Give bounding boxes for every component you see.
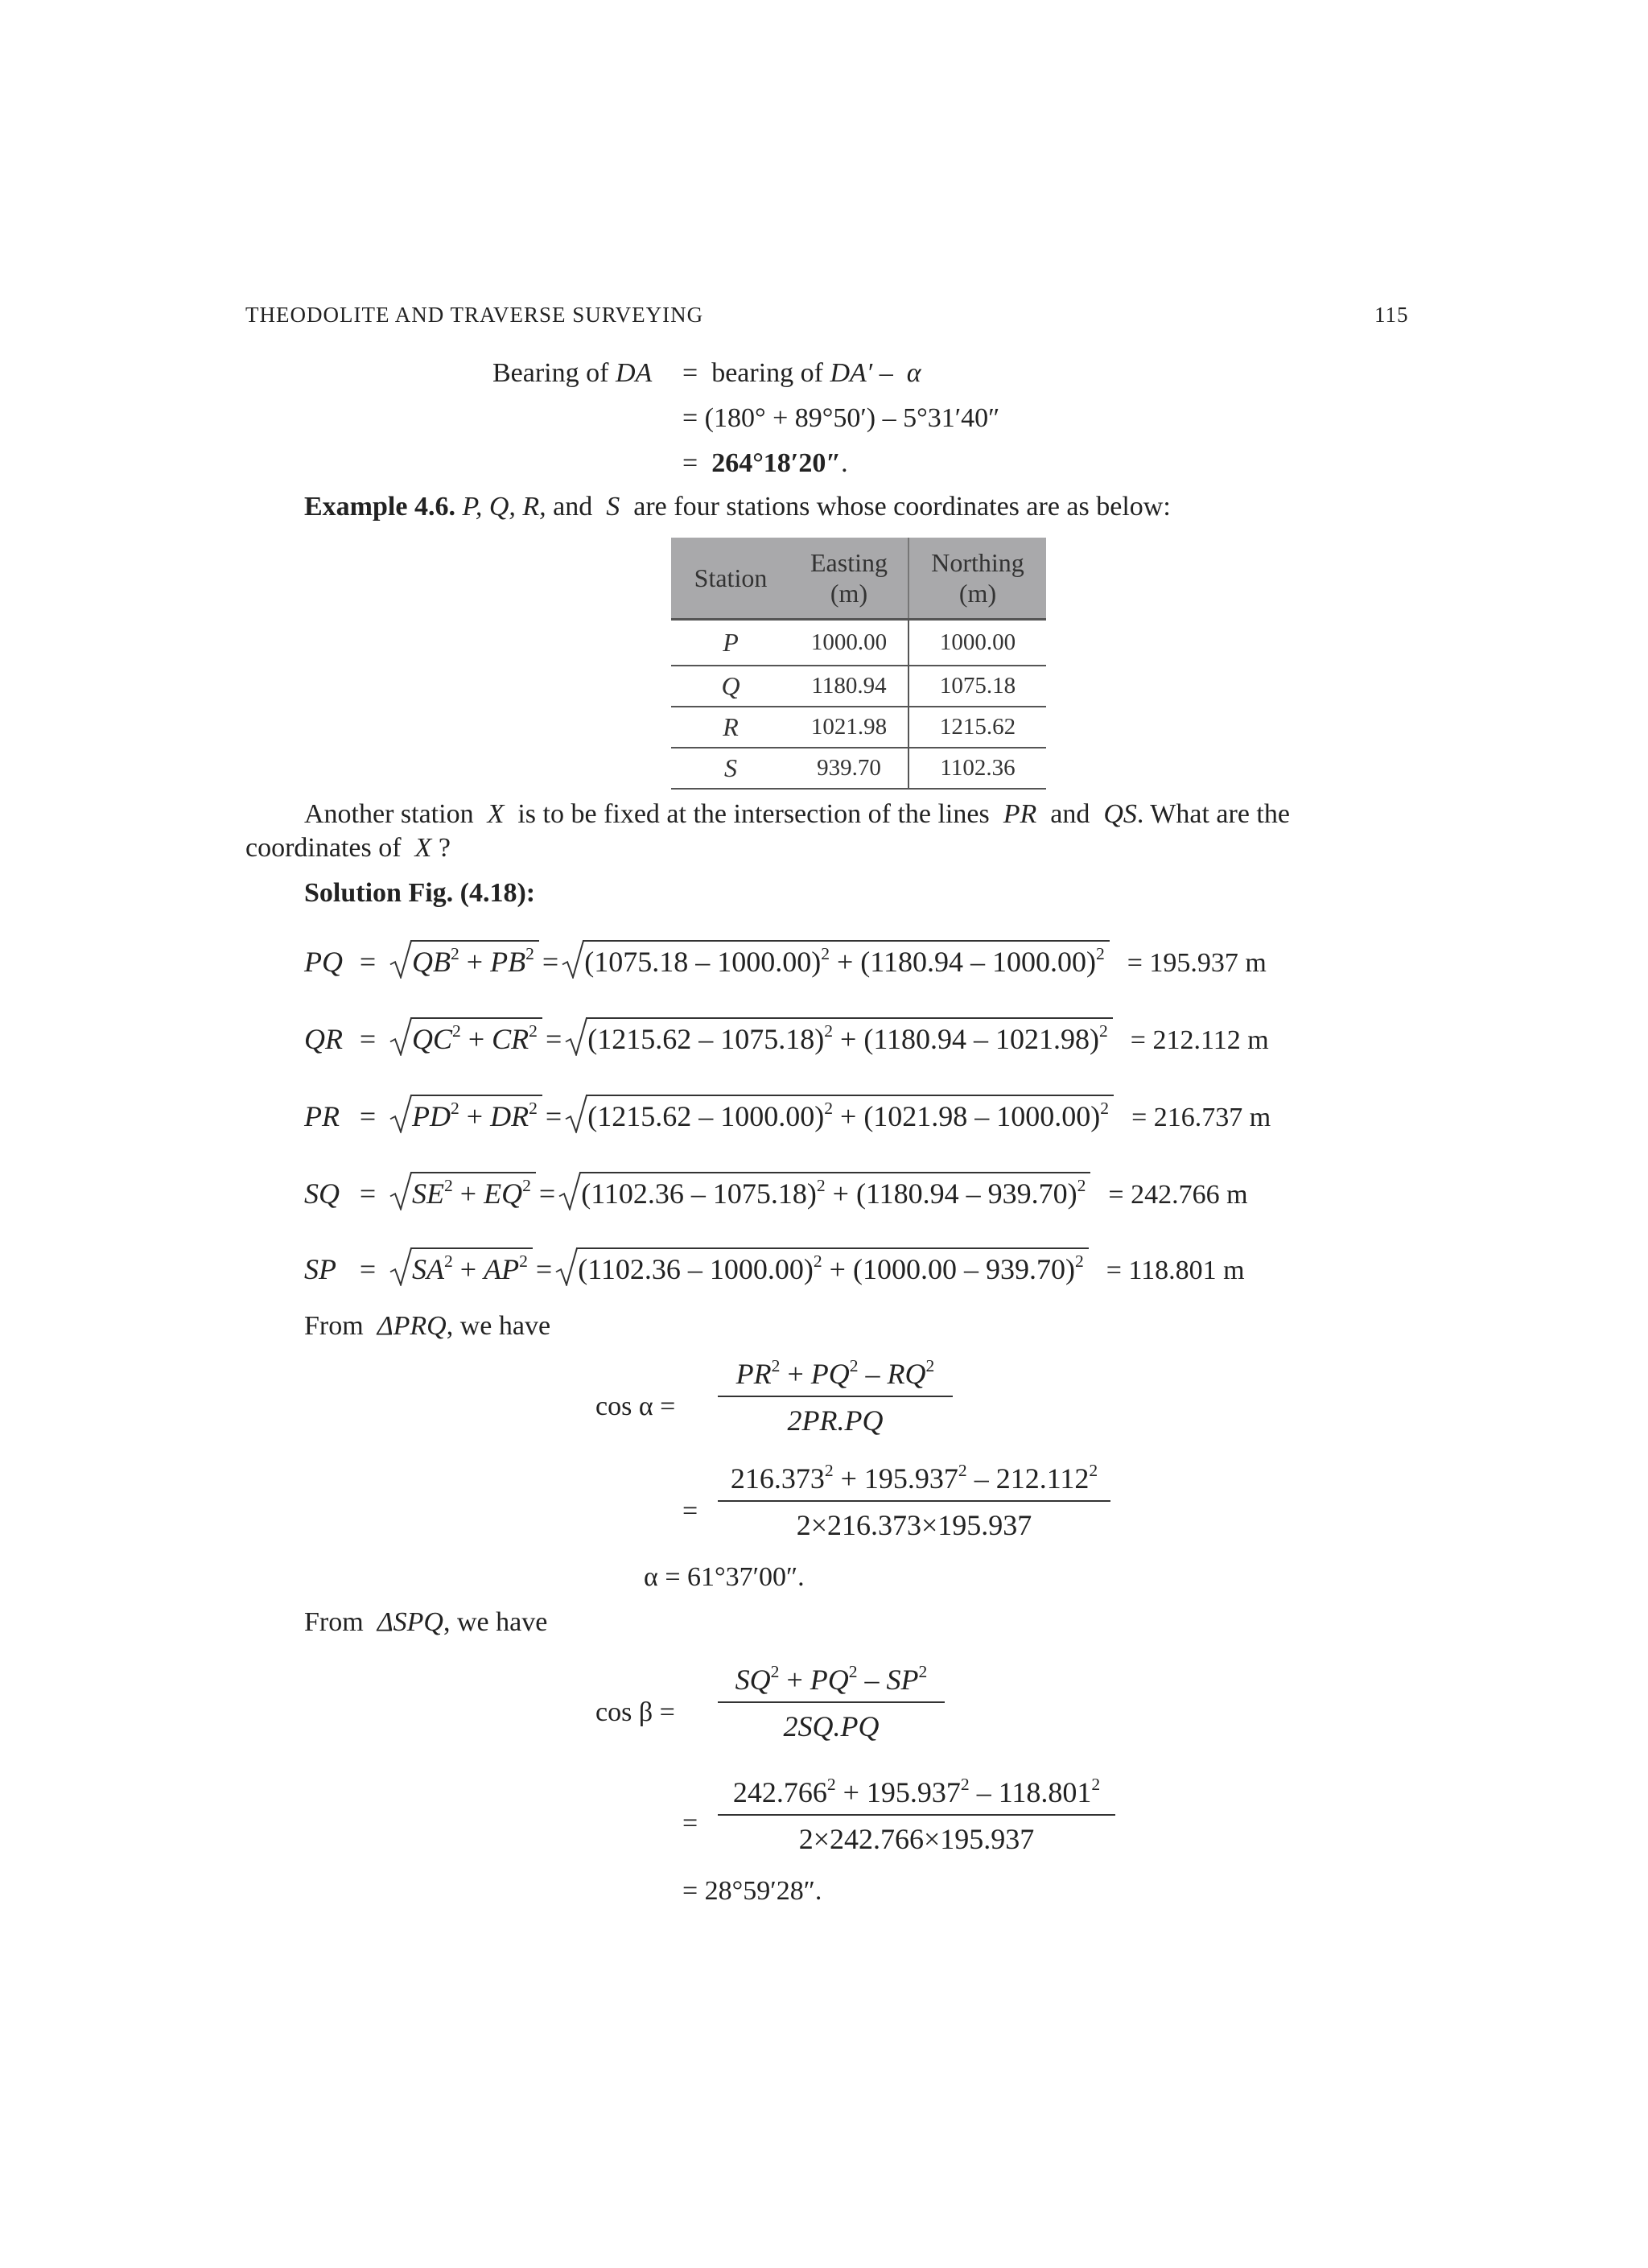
header-easting: Easting (m) — [790, 538, 908, 620]
distance-result: = 118.801 m — [1106, 1256, 1245, 1285]
distance-equation: SQ = $SE^2 + EQ^2$ = (1102.36 – 1075.18)$^2$ + (1180.94 – 939.70)$^2$ = 242.766 m — [304, 1172, 1248, 1210]
question-line-1: Another station X is to be fixed at the intersection of the lines PR and QS. What are the — [304, 799, 1290, 829]
table-row: S 939.70 1102.36 — [671, 748, 1046, 789]
sqrt-numeric: (1215.62 – 1000.00)$^2$ + (1021.98 – 1000.00)$^2$ — [565, 1095, 1114, 1133]
sqrt-numeric: (1102.36 – 1000.00)$^2$ + (1000.00 – 939.70)$^2$ — [555, 1247, 1089, 1286]
beta-result: = 28°59′28″. — [682, 1876, 822, 1906]
sqrt-symbolic: $PD^2 + DR^2$ — [389, 1095, 542, 1133]
table-row: R 1021.98 1215.62 — [671, 707, 1046, 748]
cos-beta-formula: $SQ^2 + PQ^2 - SP^2$ 2SQ.PQ — [718, 1663, 945, 1743]
header-northing: Northing (m) — [908, 538, 1046, 620]
cos-beta-label: cos β = — [595, 1697, 675, 1727]
bearing-line-1-rhs: = bearing of DA′ – α — [682, 358, 921, 388]
distance-lhs: PQ — [304, 946, 343, 978]
sqrt-symbolic: $SE^2 + EQ^2$ — [389, 1172, 536, 1210]
example-statement: Example 4.6. P, Q, R, and S are four stations whose coordinates are as below: — [304, 492, 1171, 522]
cos-alpha-label: cos α = — [595, 1392, 676, 1421]
running-header: THEODOLITE AND TRAVERSE SURVEYING — [245, 303, 704, 327]
distance-equation: QR = $QC^2 + CR^2$ = (1215.62 – 1075.18)$^2$ + (1180.94 – 1021.98)$^2$ = 212.112 m — [304, 1017, 1269, 1056]
distance-result: = 216.737 m — [1131, 1103, 1271, 1132]
prq-intro: From ΔPRQ, we have — [304, 1311, 551, 1341]
sqrt-numeric: (1102.36 – 1075.18)$^2$ + (1180.94 – 939.70)$^2$ — [558, 1172, 1090, 1210]
spq-intro: From ΔSPQ, we have — [304, 1607, 548, 1637]
distance-result: = 195.937 m — [1127, 948, 1267, 978]
sqrt-numeric: (1215.62 – 1075.18)$^2$ + (1180.94 – 1021.98)$^2$ — [565, 1017, 1113, 1056]
sqrt-symbolic: $QC^2 + CR^2$ — [389, 1017, 542, 1056]
page-number: 115 — [1374, 303, 1409, 327]
bearing-line-1: Bearing of DA — [492, 358, 653, 388]
equals-sign: = — [682, 1808, 698, 1838]
distance-lhs: PR — [304, 1100, 340, 1132]
sqrt-numeric: (1075.18 – 1000.00)$^2$ + (1180.94 – 1000.00)$^2$ — [562, 940, 1110, 979]
distance-equation: SP = $SA^2 + AP^2$ = (1102.36 – 1000.00)$^2$ + (1000.00 – 939.70)$^2$ = 118.801 m — [304, 1247, 1245, 1286]
sqrt-symbolic: $SA^2 + AP^2$ — [389, 1247, 533, 1286]
bearing-line-3: = 264°18′20″. — [682, 448, 848, 478]
solution-heading: Solution Fig. (4.18): — [304, 878, 536, 908]
distance-lhs: SQ — [304, 1177, 340, 1210]
distance-result: = 212.112 m — [1130, 1025, 1269, 1055]
sqrt-symbolic: $QB^2 + PB^2$ — [389, 940, 539, 979]
distance-equation: PR = $PD^2 + DR^2$ = (1215.62 – 1000.00)$^2$ + (1021.98 – 1000.00)$^2$ = 216.737 m — [304, 1095, 1271, 1133]
equals-sign: = — [682, 1496, 698, 1526]
alpha-result: α = 61°37′00″. — [644, 1562, 805, 1592]
distance-equation: PQ = $QB^2 + PB^2$ = (1075.18 – 1000.00)$^2$ + (1180.94 – 1000.00)$^2$ = 195.937 m — [304, 940, 1267, 979]
table-row: P 1000.00 1000.00 — [671, 620, 1046, 666]
distance-result: = 242.766 m — [1108, 1180, 1248, 1210]
cos-alpha-numeric: $216.373^2 + 195.937^2 - 212.112^2$ 2×216.373×195.937 — [718, 1462, 1110, 1542]
cos-alpha-formula: $PR^2 + PQ^2 - RQ^2$ 2PR.PQ — [718, 1357, 953, 1437]
bearing-line-2: = (180° + 89°50′) – 5°31′40″ — [682, 403, 1000, 433]
cos-beta-numeric: $242.766^2 + 195.937^2 - 118.801^2$ 2×242.766×195.937 — [718, 1775, 1115, 1856]
table-row: Q 1180.94 1075.18 — [671, 666, 1046, 707]
distance-lhs: QR — [304, 1023, 343, 1055]
distance-lhs: SP — [304, 1253, 336, 1285]
header-station: Station — [671, 538, 790, 620]
coordinates-table — [671, 538, 1046, 790]
question-line-2: coordinates of X ? — [245, 833, 451, 863]
